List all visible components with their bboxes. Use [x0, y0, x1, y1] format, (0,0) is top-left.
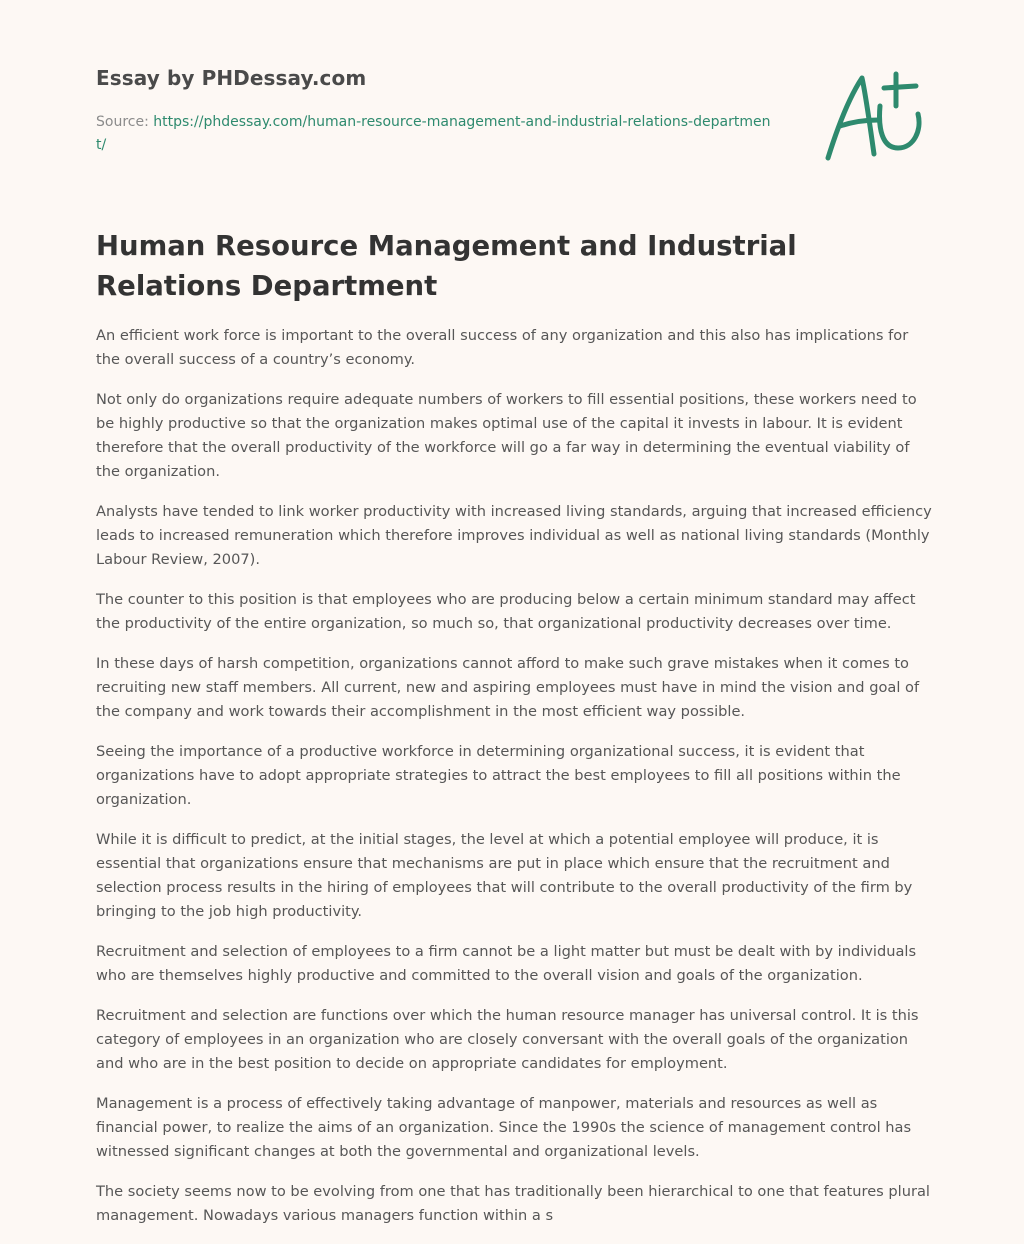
paragraph: Recruitment and selection of employees to a firm cannot be a light matter but must be dealt with by individuals who are themselves highly productive and committed to the overall vision and goals of the organization.: [96, 943, 917, 984]
source-line: [96, 111, 776, 157]
paragraph: An efficient work force is important to the overall success of any organization and this also has implications for the overall success of a country’s economy.: [96, 327, 909, 368]
paragraph: Not only do organizations require adequate numbers of workers to fill essential positions, these workers need to be highly productive so that the organization makes optimal use of the capital it invests in labour. It is evident therefore that the overall productivity of the workforce will go a far way in determining the eventual viability of the organization.: [96, 391, 917, 480]
paragraph: The society seems now to be evolving from one that has traditionally been hierarchical to one that features plural management. Nowadays various managers function within a s: [96, 1183, 930, 1224]
paragraph: Management is a process of effectively taking advantage of manpower, materials and resources as well as financial power, to realize the aims of an organization. Since the 1990s the science of management control has witnessed significant changes at both the governmental and organizational levels.: [96, 1095, 912, 1160]
paragraph: Recruitment and selection are functions over which the human resource manager has universal control. It is this category of employees in an organization who are closely conversant with the overall goals of the organization and who are in the best position to decide on appropriate candidates for employment.: [96, 1007, 919, 1072]
a-plus-icon: [818, 66, 930, 166]
source-link[interactable]: https://phdessay.com/human-resource-management-and-industrial-relations-department/: [96, 114, 771, 153]
paragraph: In these days of harsh competition, organizations cannot afford to make such grave mistakes when it comes to recruiting new staff members. All current, new and aspiring employees must have in mind the vision and goal of the company and work towards their accomplishment in the most efficient way possible.: [96, 655, 920, 720]
paragraph: Seeing the importance of a productive workforce in determining organizational success, it is evident that organizations have to adopt appropriate strategies to attract the best employees to fill all positions within the organization.: [96, 743, 901, 808]
article-title: Human Resource Management and Industrial Relations Department: [96, 230, 797, 302]
source-label: Source:: [96, 114, 154, 130]
paragraph: The counter to this position is that employees who are producing below a certain minimum standard may affect the productivity of the entire organization, so much so, that organizational productivity decreases over time.: [96, 591, 916, 632]
site-brand: Essay by PHDessay.com: [96, 66, 367, 90]
article-body: [96, 324, 932, 1244]
paragraph: While it is difficult to predict, at the initial stages, the level at which a potential employee will produce, it is essential that organizations ensure that mechanisms are put in place which ensure that the recruitment and selection process results in the hiring of employees that will contribute to the overall productivity of the firm by bringing to the job high productivity.: [96, 831, 913, 920]
paragraph: Analysts have tended to link worker productivity with increased living standards, arguing that increased efficiency leads to increased remuneration which therefore improves individual as well as national living standards (Monthly Labour Review, 2007).: [96, 503, 932, 568]
